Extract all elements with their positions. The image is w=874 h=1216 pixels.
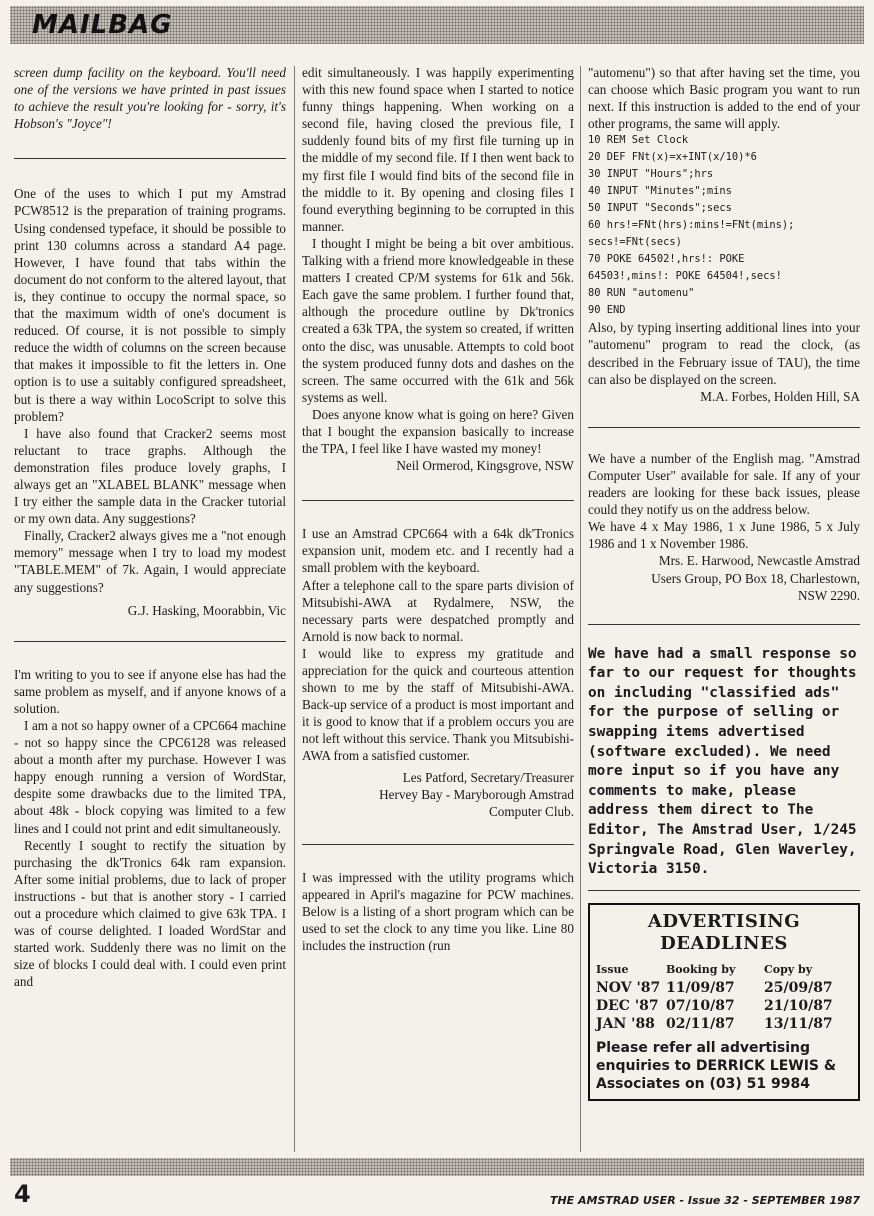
header-booking: Booking by [666, 962, 736, 976]
deadline-issue: JAN '88 [596, 1015, 655, 1032]
deadline-copy: 13/11/87 [764, 1015, 833, 1032]
letter-paragraph: Also, by typing inserting additional lines into your "automenu" program to read the clock, (as described in the February issue of TAU), the time can also be displayed on the screen. [588, 320, 860, 387]
deadline-row [596, 1015, 852, 1033]
footer-band [10, 1158, 864, 1176]
letter-clock-program-continued [588, 64, 860, 405]
deadline-booking: 11/09/87 [666, 979, 735, 996]
letter-paragraph: I'm writing to you to see if anyone else has had the same problem as myself, and if anyone knows of a solution. [14, 666, 286, 716]
letter-cpc664-tpa [14, 666, 286, 991]
letter-paragraph: I am a not so happy owner of a CPC664 machine - not so happy since the CPC6128 was released about a month after my purchase. However I was happy enough running a version of WordStar, despite some drawbacks due to the limited TPA, about 48k - block copying was limited to a few lines and I could not print and edit simultaneously. [14, 718, 286, 836]
letter-paragraph: We have a number of the English mag. "Amstrad Computer User" available for sale. If any of your readers are looking for these back issues, please could they notify us on the address below. [588, 450, 860, 518]
deadline-row [596, 997, 852, 1015]
letter-signature: G.J. Hasking, Moorabbin, Vic [127, 602, 286, 618]
letter-paragraph: One of the uses to which I put my Amstrad PCW8512 is the preparation of training programs. Using condensed typeface, it should be possible to print 130 columns across a standard A4 page. However, I have found that tabs within the document do not conform to the altered layout, that is, they continue to occupy the normal space, so that the maximum width of one's document is reduced. Of course, it is not possible to simply reduce the width of columns on the screen because that makes it impossible to fit the letters in. One option is to use a suitably configured spreadsheet, but is there a way within LocoScript to solve this problem? [14, 186, 286, 424]
deadline-row [596, 979, 852, 997]
header-issue: Issue [596, 962, 629, 976]
letter-signature-line: Computer Club. [489, 803, 574, 819]
ad-enquiries-text: Please refer all advertising enquiries to DERRICK LEWIS & Associates on (03) 51 9984 [596, 1039, 837, 1092]
letter-paragraph: Finally, Cracker2 always gives me a "not enough memory" message when I try to load my modest "TABLE.MEM" of 7k. Again, I would appreciate any suggestions? [14, 528, 286, 595]
letter-cpc664-tpa-continued [302, 64, 574, 474]
letter-paragraph: After a telephone call to the spare parts division of Mitsubishi-AWA at Rydalmere, NSW, the necessary parts were despatched promptly and Arnold is now back to normal. [302, 577, 574, 644]
deadline-copy: 21/10/87 [764, 997, 833, 1014]
ad-title-line: ADVERTISING [647, 910, 801, 932]
column-2 [302, 64, 574, 954]
column-1 [14, 64, 286, 991]
page-number: 4 [14, 1180, 31, 1208]
letter-paragraph: Does anyone know what is going on here? Given that I bought the expansion basically to increase the TPA, I feel like I have wasted my money! [302, 406, 574, 457]
advertising-deadlines-box [588, 903, 860, 1101]
deadline-booking: 07/10/87 [666, 997, 735, 1014]
letter-signature-line: Hervey Bay - Maryborough Amstrad [379, 786, 574, 802]
publication-footer: THE AMSTRAD USER - Issue 32 - SEPTEMBER 1987 [549, 1194, 860, 1207]
letter-separator [302, 500, 574, 501]
notice-separator [588, 890, 860, 891]
letter-patford [302, 525, 574, 820]
letter-paragraph: I thought I might be being a bit over ambitious. Talking with a friend more knowledgeable in these matters I created CP/M systems for 61k and 56k. Each gave the same problem. I further found that, although the procedure outline by Dk'tronics created a 63k TPA, the system so created, if written onto the disc, was unusable. Attempts to cold boot the system produced funny dots and dashes on the screen. The same occurred with the 61k and 56k systems as well. [302, 235, 574, 405]
letter-paragraph: I have also found that Cracker2 seems most reluctant to trace graphs. Although the demonstration files produce lovely graphs, I always get an "XLABEL BLANK" message when I try either the sample data in the Cracker tutorial or my own data. Any suggestions? [14, 425, 286, 527]
column-divider [294, 66, 295, 1152]
letter-separator [14, 158, 286, 159]
classified-ads-notice [588, 645, 860, 880]
editor-note: screen dump facility on the keyboard. You'll need one of the versions we have printed in past issues to achieve the result you're looking for - sorry, it's Hobson's "Joyce"! [14, 65, 286, 132]
header-copy: Copy by [764, 962, 813, 976]
letter-separator [302, 844, 574, 845]
letter-signature: M.A. Forbes, Holden Hill, SA [700, 388, 860, 404]
deadline-issue: DEC '87 [596, 997, 659, 1014]
letter-paragraph: Recently I sought to rectify the situation by purchasing the dk'Tronics 64k ram expansion. After some initial problems, due to lack of proper instructions - but that is another story - I carried out a procedure which claimed to give 63k TPA. I was of course delighted. I loaded WordStar and started work. Suddenly there was no limit on the size of blocks I could deal with. I could even print and [14, 837, 286, 990]
letter-harwood [588, 450, 860, 604]
letter-paragraph: I would like to express my gratitude and appreciation for the quick and courteous attention shown to me by the staff of Mitsubishi-AWA. Back-up service of a product is most important and it is good to know that if a problem occurs you are not left without this service. Thank you Mitsubishi-AWA from a satisfied customer. [302, 645, 574, 764]
ad-title-line: DEADLINES [660, 932, 788, 954]
letter-clock-program [302, 869, 574, 954]
notice-text: We have had a small response so far to our request for thoughts on including "classified ads" for the purpose of selling or swapping items advertised (software excluded). We need more input so if you have any comments to make, please address them direct to The Editor, The Amstrad User, 1/245 Springvale Road, Glen Waverley, Victoria 3150. [588, 645, 857, 878]
letter-paragraph: I was impressed with the utility programs which appeared in April's magazine for PCW machines. Below is a listing of a short program which can be used to set the clock to any time you like. Line 80 includes the instruction (run [302, 869, 574, 954]
letter-signature: Neil Ormerod, Kingsgrove, NSW [396, 458, 574, 474]
letter-signature-line: Users Group, PO Box 18, Charlestown, [651, 570, 860, 586]
letter-paragraph: edit simultaneously. I was happily experimenting with this new found space when I started to notice funny things happening. When working on a second file, having closed the previous file, I suddenly found bits of my first file turning up in the middle of my second file. If I then went back to my first file I would find bits of the second file in the middle to it. By opening and closing files I found everything beginning to be corrupted in this manner. [302, 65, 574, 234]
letter-separator [14, 641, 286, 642]
letter-signature-line: Mrs. E. Harwood, Newcastle Amstrad [658, 553, 860, 569]
letter-hasking [14, 185, 286, 618]
deadline-booking: 02/11/87 [666, 1015, 735, 1032]
deadline-copy: 25/09/87 [764, 979, 833, 996]
ad-box-title [596, 911, 852, 955]
page-title: MAILBAG [32, 10, 173, 40]
letter-separator [588, 427, 860, 428]
letter-signature-line: NSW 2290. [797, 587, 860, 603]
letter-separator [588, 624, 860, 625]
deadline-issue: NOV '87 [596, 979, 661, 996]
deadline-table-header [596, 961, 852, 979]
letter-signature-line: Les Patford, Secretary/Treasurer [402, 769, 574, 785]
basic-code-listing: 10 REM Set Clock 20 DEF FNt(x)=x+INT(x/10)*6 30 INPUT "Hours";hrs 40 INPUT "Minutes";mins 50 INPUT "Seconds";secs 60 hrs!=FNt(hrs):mins!=FNt(mins); secs!=FNt(secs) 70 POKE 64502!,hrs!: POKE 64503!,mins!: POKE 64504!,secs! 80 RUN "automenu" 90 END [588, 134, 795, 317]
letter-paragraph: I use an Amstrad CPC664 with a 64k dk'Tronics expansion unit, modem etc. and I recently had a small problem with the keyboard. [302, 526, 574, 576]
column-3 [588, 64, 860, 1101]
column-divider [580, 66, 581, 1152]
letter-paragraph: "automenu") so that after having set the time, you can choose which Basic program you want to run next. If this instruction is added to the end of your other programs, the same will apply. [588, 65, 860, 132]
letter-paragraph: We have 4 x May 1986, 1 x June 1986, 5 x July 1986 and 1 x November 1986. [588, 519, 860, 552]
